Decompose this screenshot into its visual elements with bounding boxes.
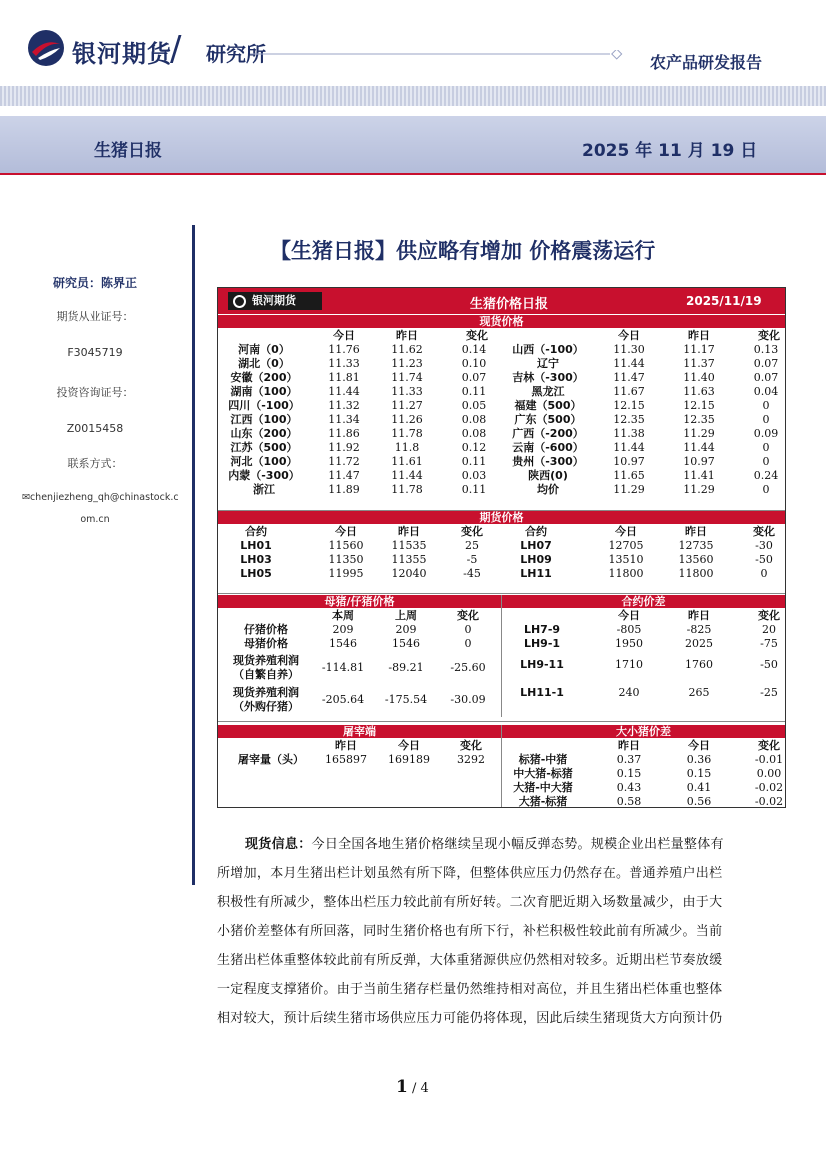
spot-value: 11.63 xyxy=(683,385,715,398)
region-name: 浙江 xyxy=(253,483,275,496)
size-header: 今日 xyxy=(688,739,710,752)
region-name: 河北（100） xyxy=(230,455,298,468)
band-title: 生猪日报 xyxy=(94,141,162,161)
brand-name: 银河期货 xyxy=(72,40,172,68)
sow-value: -114.81 xyxy=(321,661,365,674)
spot-value: 11.38 xyxy=(613,427,645,440)
futures-cell: LH11 xyxy=(520,567,552,580)
spot-value: 11.8 xyxy=(394,441,420,454)
spot-value: 0 xyxy=(762,413,770,426)
brand-separator: / xyxy=(170,29,182,69)
spot-header: 变化 xyxy=(758,329,780,342)
spot-value: 0.07 xyxy=(461,371,487,384)
page-number xyxy=(396,1077,429,1097)
contact-label: 联系方式： xyxy=(67,457,123,470)
region-name: 江苏（500） xyxy=(230,441,298,454)
size-value: 0.15 xyxy=(616,767,642,780)
sow-header: 上周 xyxy=(395,609,417,622)
spot-value: 0.08 xyxy=(461,413,487,426)
size-value: 0.41 xyxy=(686,781,712,794)
size-value: 0.36 xyxy=(686,753,712,766)
spot-value: 0.14 xyxy=(461,343,487,356)
futures-cell: 11535 xyxy=(391,539,427,552)
futures-cell: 11560 xyxy=(328,539,364,552)
sow-header: 本周 xyxy=(332,609,354,622)
region-name: 四川（-100） xyxy=(228,399,300,412)
region-name: 内蒙（-300） xyxy=(228,469,300,482)
spot-header: 今日 xyxy=(333,329,355,342)
futures-header: 昨日 xyxy=(398,525,420,538)
spot-value: 11.29 xyxy=(683,483,715,496)
slaughter-header: 昨日 xyxy=(335,739,357,752)
sow-label: 现货养殖利润 xyxy=(233,686,299,699)
spot-value: 11.78 xyxy=(391,483,423,496)
futures-section-header: 期货价格 xyxy=(218,511,785,524)
table-date: 2025/11/19 xyxy=(686,294,762,308)
region-name: 均价 xyxy=(537,483,559,496)
license-number: F3045719 xyxy=(67,346,123,359)
page-total: 4 xyxy=(420,1081,429,1096)
futures-cell: 25 xyxy=(465,539,479,552)
spot-value: 11.86 xyxy=(328,427,360,440)
slaughter-value: 169189 xyxy=(388,753,430,766)
slaughter-header: 今日 xyxy=(398,739,420,752)
spot-value: 11.89 xyxy=(328,483,360,496)
spot-value: 0.05 xyxy=(461,399,487,412)
spot-value: 0.11 xyxy=(461,483,487,496)
region-name: 陕西(0) xyxy=(528,469,568,482)
spot-value: 11.33 xyxy=(328,357,360,370)
spot-value: 11.44 xyxy=(613,357,645,370)
region-name: 云南（-600） xyxy=(512,441,584,454)
sow-value: -89.21 xyxy=(388,661,424,674)
size-value: 0.43 xyxy=(616,781,642,794)
spot-value: 10.97 xyxy=(613,455,645,468)
sow-value: -25.60 xyxy=(450,661,486,674)
futures-cell: 11800 xyxy=(678,567,714,580)
spot-value: 0.07 xyxy=(753,371,779,384)
sow-value: 1546 xyxy=(392,637,420,650)
decorative-stripe xyxy=(0,86,826,106)
slaughter-section-header: 屠宰端 xyxy=(218,725,501,738)
spot-value: 11.47 xyxy=(613,371,645,384)
slaughter-label: 屠宰量（头） xyxy=(238,753,304,766)
futures-cell: 11355 xyxy=(391,553,427,566)
spread-value: 1950 xyxy=(615,637,643,650)
spread-value: 20 xyxy=(762,623,776,636)
spot-value: 11.76 xyxy=(328,343,360,356)
size-section-header: 大小猪价差 xyxy=(502,725,785,738)
sow-label: 母猪价格 xyxy=(244,637,288,650)
futures-cell: 13560 xyxy=(678,553,714,566)
spot-value: 11.92 xyxy=(328,441,360,454)
sow-value: 1546 xyxy=(329,637,357,650)
spread-header: 变化 xyxy=(758,609,780,622)
sow-label: 仔猪价格 xyxy=(244,623,288,636)
size-value: -0.02 xyxy=(754,781,784,794)
table-title: 生猪价格日报 xyxy=(470,297,549,312)
size-value: 0.00 xyxy=(756,767,782,780)
spread-value: 265 xyxy=(688,686,710,699)
futures-cell: LH03 xyxy=(240,553,272,566)
region-name: 山东（200） xyxy=(230,427,298,440)
size-label: 中大猪-标猪 xyxy=(513,767,573,780)
futures-cell: LH07 xyxy=(520,539,552,552)
spread-section-header: 合约价差 xyxy=(502,595,785,608)
galaxy-mini-icon xyxy=(233,295,246,308)
spread-contract: LH9-1 xyxy=(523,637,561,650)
sow-header: 变化 xyxy=(457,609,479,622)
futures-cell: 12705 xyxy=(608,539,644,552)
sow-label-sub: （外购仔猪） xyxy=(233,700,299,713)
futures-header: 昨日 xyxy=(685,525,707,538)
spot-value: 0 xyxy=(762,455,770,468)
paragraph-line: 生猪出栏体重整体较此前有所反弹，大体重猪源供应仍然相对较多。近期出栏节奏放缓 xyxy=(217,953,723,968)
spot-value: 11.17 xyxy=(683,343,715,356)
spread-header: 昨日 xyxy=(688,609,710,622)
spread-value: 1760 xyxy=(685,658,713,671)
contact-email[interactable]: ✉chenjiezheng_qh@chinastock.c xyxy=(22,492,179,503)
spot-value: 12.15 xyxy=(613,399,645,412)
sow-section-header: 母猪/仔猪价格 xyxy=(218,595,501,608)
region-name: 广西（-200） xyxy=(512,427,584,440)
spot-value: 11.65 xyxy=(613,469,645,482)
spot-header: 昨日 xyxy=(688,329,710,342)
spread-contract: LH11-1 xyxy=(520,686,564,699)
galaxy-logo-icon xyxy=(26,28,66,68)
futures-cell: -5 xyxy=(466,553,478,566)
spot-value: 11.26 xyxy=(391,413,423,426)
futures-cell: 12040 xyxy=(391,567,427,580)
size-value: 0.56 xyxy=(686,795,712,808)
spread-header: 今日 xyxy=(618,609,640,622)
report-header xyxy=(0,0,826,110)
slaughter-header: 变化 xyxy=(460,739,482,752)
slaughter-value: 165897 xyxy=(325,753,367,766)
spot-value: 12.35 xyxy=(613,413,645,426)
futures-cell: 11995 xyxy=(328,567,364,580)
region-name: 山西（-100） xyxy=(512,343,584,356)
row-divider xyxy=(218,721,785,722)
paragraph-line: 一定程度支撑猪价。由于当前生猪存栏量仍然维持相对高位，并且生猪出栏体重也整体 xyxy=(217,982,723,997)
spot-value: 11.47 xyxy=(328,469,360,482)
spot-value: 11.23 xyxy=(391,357,423,370)
paragraph-lead: 现货信息： xyxy=(245,837,312,852)
size-label: 大猪-中大猪 xyxy=(513,781,573,794)
spot-value: 10.97 xyxy=(683,455,715,468)
spot-value: 11.44 xyxy=(391,469,423,482)
paragraph-line: 相对较大，预计后续生猪市场供应压力可能仍将体现，因此后续生猪现货大方向预计仍 xyxy=(217,1011,723,1026)
sow-value: 0 xyxy=(464,637,472,650)
spot-value: 11.34 xyxy=(328,413,360,426)
paragraph-line: 所增加，本月生猪出栏计划虽然有所下降，但整体供应压力仍然存在。普通养殖户出栏 xyxy=(217,866,723,881)
spread-value: -25 xyxy=(760,686,778,699)
sow-value: 0 xyxy=(464,623,472,636)
spot-value: 0.09 xyxy=(753,427,779,440)
size-value: -0.01 xyxy=(754,753,784,766)
spot-value: 0 xyxy=(762,441,770,454)
price-table xyxy=(217,287,786,808)
region-name: 黑龙江 xyxy=(531,385,565,398)
futures-cell: 11350 xyxy=(328,553,364,566)
spot-value: 11.33 xyxy=(391,385,423,398)
futures-cell: LH05 xyxy=(240,567,272,580)
spot-value: 11.72 xyxy=(328,455,360,468)
size-value: 0.15 xyxy=(686,767,712,780)
size-value: 0.37 xyxy=(616,753,642,766)
futures-header: 合约 xyxy=(245,525,267,538)
license-label: 期货从业证号： xyxy=(56,310,134,323)
sow-value: -30.09 xyxy=(450,693,486,706)
table-logo-text: 银河期货 xyxy=(252,294,296,307)
spot-value: 12.35 xyxy=(683,413,715,426)
size-value: -0.02 xyxy=(754,795,784,808)
sow-label: 现货养殖利润 xyxy=(233,654,299,667)
spot-value: 11.41 xyxy=(683,469,715,482)
spot-value: 11.74 xyxy=(391,371,423,384)
sow-value: 209 xyxy=(332,623,354,636)
spot-header: 今日 xyxy=(618,329,640,342)
size-header: 变化 xyxy=(758,739,780,752)
document-title: 【生猪日报】供应略有增加 价格震荡运行 xyxy=(270,239,656,263)
spread-contract: LH9-11 xyxy=(520,658,564,671)
futures-cell: -45 xyxy=(463,567,481,580)
spot-value: 0.07 xyxy=(753,357,779,370)
consult-number: Z0015458 xyxy=(66,422,124,435)
size-value: 0.58 xyxy=(616,795,642,808)
red-divider xyxy=(0,173,826,175)
sow-value: 209 xyxy=(395,623,417,636)
spread-value: -50 xyxy=(760,658,778,671)
futures-cell: 12735 xyxy=(678,539,714,552)
futures-cell: 0 xyxy=(760,567,768,580)
spot-value: 11.27 xyxy=(391,399,423,412)
spot-value: 11.78 xyxy=(391,427,423,440)
futures-cell: -30 xyxy=(755,539,773,552)
size-label: 标猪-中猪 xyxy=(518,753,568,766)
spot-value: 11.32 xyxy=(328,399,360,412)
spot-value: 11.37 xyxy=(683,357,715,370)
futures-header: 变化 xyxy=(753,525,775,538)
region-name: 贵州（-300） xyxy=(512,455,584,468)
spot-value: 12.15 xyxy=(683,399,715,412)
spot-value: 11.30 xyxy=(613,343,645,356)
region-name: 湖南（100） xyxy=(230,385,298,398)
spot-section-header: 现货价格 xyxy=(218,315,785,328)
page-sep: / xyxy=(407,1081,421,1096)
band-date: 2025 年 11 月 19 日 xyxy=(582,141,758,161)
spot-value: 11.44 xyxy=(328,385,360,398)
spot-value: 0.11 xyxy=(461,455,487,468)
spot-value: 0.08 xyxy=(461,427,487,440)
spot-value: 0 xyxy=(762,483,770,496)
institute-name: 研究所 xyxy=(206,42,266,66)
futures-header: 变化 xyxy=(461,525,483,538)
spot-value: 11.44 xyxy=(613,441,645,454)
sow-value: -175.54 xyxy=(384,693,428,706)
paragraph-line: 积极性有所减少，整体出栏压力较此前有所好转。二次育肥近期入场数量减少，由于大 xyxy=(217,895,723,910)
consult-label: 投资咨询证号： xyxy=(56,386,134,399)
spot-value: 11.81 xyxy=(328,371,360,384)
row-divider xyxy=(218,593,785,594)
spot-value: 0.12 xyxy=(461,441,487,454)
spot-value: 0.11 xyxy=(461,385,487,398)
contact-email-cont[interactable]: om.cn xyxy=(80,514,110,525)
column-divider xyxy=(501,725,502,807)
futures-header: 今日 xyxy=(335,525,357,538)
spread-value: -75 xyxy=(760,637,778,650)
paragraph-text: 今日全国各地生猪价格继续呈现小幅反弹态势。规模企业出栏量整体有 xyxy=(311,837,724,852)
futures-cell: 13510 xyxy=(608,553,644,566)
spread-value: 2025 xyxy=(685,637,713,650)
spot-value: 0.13 xyxy=(753,343,779,356)
spread-value: -805 xyxy=(616,623,642,636)
region-name: 江西（100） xyxy=(230,413,298,426)
spot-value: 11.67 xyxy=(613,385,645,398)
spot-header: 变化 xyxy=(466,329,488,342)
region-name: 河南（0） xyxy=(238,343,290,356)
report-type: 农产品研发报告 xyxy=(650,53,763,72)
futures-cell: -50 xyxy=(755,553,773,566)
size-label: 大猪-标猪 xyxy=(518,795,568,808)
spread-value: -825 xyxy=(686,623,712,636)
spot-value: 0 xyxy=(762,399,770,412)
spot-value: 0.03 xyxy=(461,469,487,482)
region-name: 吉林（-300） xyxy=(512,371,584,384)
futures-header: 合约 xyxy=(525,525,547,538)
futures-cell: 11800 xyxy=(608,567,644,580)
spot-value: 0.10 xyxy=(461,357,487,370)
spread-value: 240 xyxy=(618,686,640,699)
sidebar-divider xyxy=(192,225,195,885)
paragraph-line: 小猪价差整体有所回落，同时生猪价格也有所下行，补栏积极性较此前有所减少。当前 xyxy=(217,924,723,939)
spot-header: 昨日 xyxy=(396,329,418,342)
spot-value: 0.24 xyxy=(753,469,779,482)
spot-value: 11.61 xyxy=(391,455,423,468)
slaughter-value: 3292 xyxy=(457,753,485,766)
page-current: 1 xyxy=(396,1077,408,1097)
sow-label-sub: （自繁自养） xyxy=(233,668,299,681)
header-rule-line xyxy=(250,50,630,66)
futures-cell: LH09 xyxy=(520,553,552,566)
sow-value: -205.64 xyxy=(321,693,365,706)
paragraph-line xyxy=(217,830,786,859)
size-header: 昨日 xyxy=(618,739,640,752)
spot-value: 11.29 xyxy=(613,483,645,496)
spread-contract: LH7-9 xyxy=(523,623,561,636)
table-logo xyxy=(228,292,322,310)
region-name: 湖北（0） xyxy=(238,357,290,370)
table-title-bar xyxy=(218,288,785,314)
column-divider xyxy=(501,595,502,717)
region-name: 安徽（200） xyxy=(230,371,298,384)
spread-value: 1710 xyxy=(615,658,643,671)
region-name: 辽宁 xyxy=(537,357,559,370)
spot-value: 11.29 xyxy=(683,427,715,440)
spot-value: 11.44 xyxy=(683,441,715,454)
region-name: 广东（500） xyxy=(514,413,582,426)
region-name: 福建（500） xyxy=(514,399,582,412)
analyst: 研究员：陈界正 xyxy=(52,276,137,290)
spot-value: 0.04 xyxy=(753,385,779,398)
futures-header: 今日 xyxy=(615,525,637,538)
spot-value: 11.62 xyxy=(391,343,423,356)
spot-value: 11.40 xyxy=(683,371,715,384)
futures-cell: LH01 xyxy=(240,539,272,552)
